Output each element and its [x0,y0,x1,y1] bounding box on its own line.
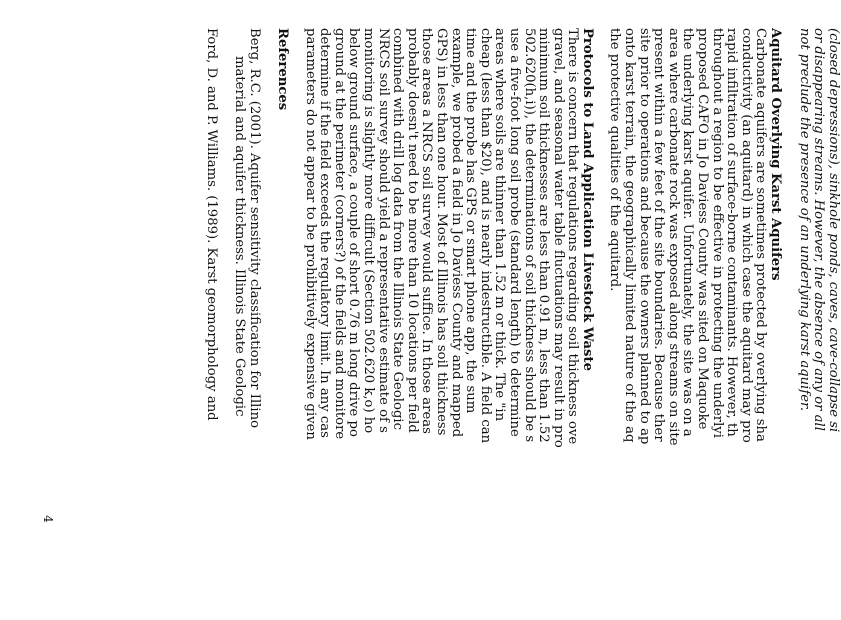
rotated-text-block [200,20,840,620]
paragraph-line: site prior to operations and because the owners planned to ap [636,28,652,445]
paragraph-line: time and the probe has GPS or smart phone app, the sum [463,28,479,414]
page-number: 4 [40,515,55,523]
paragraph-line: probably doesn't need to be more than 10 locations per field [404,28,420,433]
reference-entry-continued: material and aquifer thickness. Illinois State Geologic [232,56,248,417]
paragraph-line: use a five-foot long soil probe (standard length) to determine [507,28,522,437]
section-heading-aquitard: Aquitard Overlying Karst Aquifers [768,28,783,281]
paragraph-line: GPS) in less than one hour. Most of Illinois has soil thickness [434,28,449,436]
paragraph-line: onto karst terrain, the geographically limited nature of the aq [622,28,637,443]
intro-line: not preclude the presence of an underlying karst aquifer. [796,28,812,412]
paragraph-line: cheap (less than $20), and is nearly indestructible. A field can [477,28,493,444]
intro-line: (closed depressions), sinkhole ponds, caves, cave-collapse si [826,28,841,433]
paragraph-line: proposed CAFO in Jo Daviess County was sited on Maquoke [695,28,710,430]
paragraph-line: present within a few feet of the site boundaries. Because ther [651,28,667,442]
paragraph-line: areas where soils are thinner than 1.52 m or thick. The "in [492,28,508,422]
paragraph-line: gravel, and seasonal water table fluctuations may result in pro [550,28,566,448]
paragraph-line: throughout a region to be effective in protecting the underlyi [709,28,725,438]
references-heading: References [275,28,290,111]
intro-line: or disappearing streams. However, the absence of any or all [811,28,827,431]
paragraph-line: area where carbonate rock was exposed along streams on site [665,28,681,446]
paragraph-line: example, we probed a field in Jo Daviess County and mapped [448,28,464,438]
paragraph-line: those areas a NRCS soil survey would suffice. In those areas [419,28,435,434]
reference-entry: Berg, R.C. (2001). Aquifer sensitivity classification for Illino [247,28,262,429]
paragraph-line: rapid infiltration of surface-borne contaminants. However, th [724,28,740,437]
paragraph-line: conductivity (an aquitard) in which case the aquitard may pro [738,28,754,443]
paragraph-line: the protective qualities of the aquitard. [607,28,623,292]
paragraph-line: determine if the field exceeds the regulatory limit. In any cas [317,28,333,438]
paragraph-line: the underlying karst aquifer. Unfortunately, the site was on a [680,28,696,437]
paragraph-line: parameters do not appear to be prohibitively expensive given [302,28,318,440]
paragraph-line: below ground surface, a couple of short 0.76 m long drive po [346,28,362,437]
paragraph-line: combined with drill log data from the Illinois State Geologic [390,28,406,431]
paragraph-line: minimum soil thicknesses are less than 0.91 m, less than 1.52 [536,28,552,443]
paragraph-line: Carbonate aquifers are sometimes protected by overlying sha [753,28,769,442]
paragraph-line: NRCS soil survey should yield a representative estimate of s [375,28,391,433]
paragraph-line: ground at the perimeter (corners?) of the fields and monitore [331,28,347,440]
paragraph-line: 502.620(h,i)), the determinations of soil thickness should be s [521,28,537,443]
paragraph-line: There is concern that regulations regarding soil thickness ove [565,28,581,445]
reference-entry: Ford, D. and P. Williams. (1989). Karst geomorphology and [204,28,219,421]
paragraph-line: monitoring is slightly more difficult (Section 502.620 k,o) ho [361,28,376,434]
section-heading-protocols: Protocols to Land Application Livestock Waste [580,28,595,371]
